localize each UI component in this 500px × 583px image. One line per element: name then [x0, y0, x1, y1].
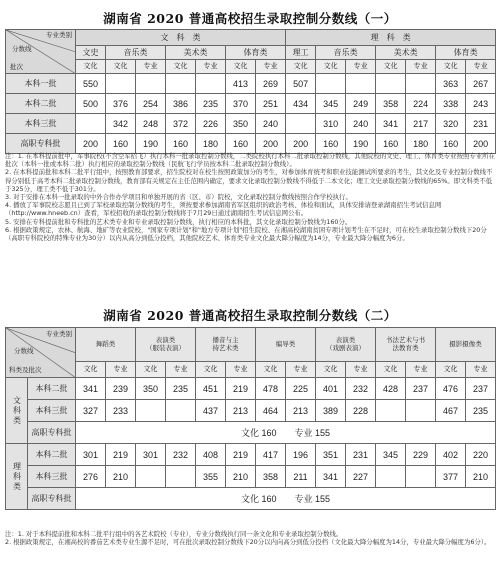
category-header: 体育类 [436, 46, 496, 60]
score-cell: 160 [166, 134, 196, 154]
score-cell: 200 [256, 134, 286, 154]
score-cell: 370 [226, 94, 256, 114]
score-table-2 [5, 327, 496, 510]
score-cell: 451 [196, 378, 226, 400]
table1-title: 湖南省 2020 普通高校招生录取控制分数线（一） [103, 11, 397, 26]
score-cell [136, 466, 166, 488]
category-header: 文史 [76, 46, 106, 60]
score-cell [376, 74, 406, 94]
score-cell: 327 [76, 400, 106, 422]
score-cell: 240 [346, 114, 376, 134]
table-row [6, 114, 496, 134]
category-header: 美术类 [376, 46, 436, 60]
subheader-cell: 专业 [196, 60, 226, 74]
score-cell: 249 [346, 94, 376, 114]
score-cell: 229 [406, 444, 436, 466]
score-cell [346, 74, 376, 94]
score-cell [406, 466, 436, 488]
subheader-cell: 文化 [166, 60, 196, 74]
score-cell: 160 [226, 134, 256, 154]
score-cell [316, 74, 346, 94]
score-cell: 231 [466, 114, 496, 134]
subheader-cell: 文化 [226, 60, 256, 74]
score-cell: 341 [76, 378, 106, 400]
score-cell: 160 [316, 134, 346, 154]
score-cell [406, 400, 436, 422]
score-cell: 225 [286, 378, 316, 400]
group-label-like: 理科类 [6, 444, 28, 510]
score-cell: 363 [436, 74, 466, 94]
subheader-cell: 文化 [436, 362, 466, 378]
corner-category-label: 专业类别 [46, 331, 72, 338]
score-cell [166, 74, 196, 94]
note-item: 2. 根据政策规定，在湘高校的番茄艺术类专业生源不足时，可在批次录取控制分数线下20分以内向高分到低分投档（文化最大降分幅度为14分，专业最大降分幅度为6分）。 [5, 538, 491, 547]
note-item: 注：1. 对于本科提前批和本科二批平行组中的各艺术院校（专业），专业分数线执行同一条文化和专业录取控制分数线。 [5, 530, 343, 538]
group-header-wenke: 文 科 类 [76, 30, 286, 46]
subheader-cell: 文化 [316, 60, 346, 74]
score-cell: 243 [466, 94, 496, 114]
score-cell: 240 [256, 114, 286, 134]
score-cell [166, 400, 196, 422]
table-row [6, 74, 496, 94]
score-cell: 386 [166, 94, 196, 114]
table-row [6, 444, 496, 466]
score-cell: 476 [436, 378, 466, 400]
score-cell [136, 74, 166, 94]
category-header: 摄影摄像类 [436, 328, 496, 362]
score-cell: 226 [196, 114, 226, 134]
score-cell: 434 [286, 94, 316, 114]
row-label: 本科二批 [28, 378, 76, 400]
score-cell: 267 [466, 74, 496, 94]
subheader-cell: 文化 [316, 362, 346, 378]
score-cell: 389 [316, 400, 346, 422]
score-cell: 235 [196, 94, 226, 114]
subheader-cell: 文化 [436, 60, 466, 74]
table-row [6, 94, 496, 114]
subheader-cell: 专业 [136, 60, 166, 74]
score-cell [376, 400, 406, 422]
row-label: 高职专科批 [6, 134, 76, 154]
table2-corner-header [6, 328, 76, 378]
note-item: 5. 安排在专科提前批和专科批的艺术类专业和专业录取控制分数线，执行相应的本科批，其文化录取控制分数线为160分。 [5, 217, 352, 226]
score-cell: 417 [256, 444, 286, 466]
score-cell: 160 [376, 134, 406, 154]
score-cell: 355 [196, 466, 226, 488]
score-cell: 160 [436, 134, 466, 154]
zhuanke-score-cell: 文化 160 专业 155 [76, 488, 496, 510]
row-label: 本科三批 [6, 114, 76, 134]
score-cell: 200 [466, 134, 496, 154]
table2-title: 湖南省 2020 普通高校招生录取控制分数线（二） [103, 308, 397, 323]
score-cell [406, 74, 436, 94]
score-cell [166, 466, 196, 488]
subheader-cell: 专业 [106, 362, 136, 378]
score-table-1 [5, 29, 496, 154]
score-cell: 220 [466, 444, 496, 466]
note-item: 3. 对于安排在本科一批录取的中外合作办学项目和单独开展的省（区、市）院校，文化录取控制分数线按照合作学校执行。 [5, 193, 352, 202]
score-cell: 377 [436, 466, 466, 488]
score-cell: 301 [136, 444, 166, 466]
score-cell [196, 74, 226, 94]
category-header: 表演类 （服装表演） [136, 328, 196, 362]
score-cell: 338 [436, 94, 466, 114]
score-cell: 190 [346, 134, 376, 154]
subheader-cell: 文化 [376, 362, 406, 378]
score-cell: 341 [316, 466, 346, 488]
score-cell: 310 [316, 114, 346, 134]
table-row [6, 466, 496, 488]
subheader-row [6, 60, 496, 74]
row-label: 本科一批 [6, 74, 76, 94]
score-cell: 550 [76, 74, 106, 94]
subheader-cell: 专业 [346, 362, 376, 378]
score-cell: 237 [406, 378, 436, 400]
subheader-cell: 文化 [136, 362, 166, 378]
subheader-cell: 文化 [376, 60, 406, 74]
note-item: 4. 播放了军事院校志愿且已到了军校录取控制分数线的考生，须按要求参加湖南省军区组织的政治考核、体检和面试，具体安排请登录湖南招生考试信息网（http://www.hneeb.cn）查看，军校招收的录取控制分数线将于7月29日通过湖南招生考试信息网公布。 [5, 201, 442, 218]
score-cell: 301 [76, 444, 106, 466]
score-cell: 437 [196, 400, 226, 422]
score-cell: 239 [106, 378, 136, 400]
table2-notes [5, 530, 495, 546]
subheader-cell: 专业 [406, 362, 436, 378]
subheader-cell: 专业 [466, 362, 496, 378]
row-label: 本科二批 [6, 94, 76, 114]
score-cell: 372 [166, 114, 196, 134]
zhuanke-score-cell: 文化 160 专业 155 [76, 422, 496, 444]
score-cell: 351 [316, 444, 346, 466]
subheader-cell: 专业 [346, 60, 376, 74]
score-cell: 408 [196, 444, 226, 466]
subheader-cell: 专业 [466, 60, 496, 74]
score-cell: 232 [346, 378, 376, 400]
score-cell: 358 [256, 466, 286, 488]
row-label: 本科二批 [28, 444, 76, 466]
score-cell: 467 [436, 400, 466, 422]
category-header: 美术类 [166, 46, 226, 60]
score-cell: 345 [376, 444, 406, 466]
score-cell: 350 [136, 378, 166, 400]
score-cell: 507 [286, 74, 316, 94]
score-cell: 402 [436, 444, 466, 466]
score-cell: 213 [286, 400, 316, 422]
score-cell: 233 [106, 400, 136, 422]
note-item: 注：1. 在本科提前批中，军事院校(不含空军招飞）执行本科一批录取控制分数线，二类院校执行本科二批录取控制分数线，其他院校的文史、理工、体育类专业按照专业所在批次（本科一批或本科二批）执行相应的录取控制分数线（民航飞行学员按本科二批录取控制分数线）。 [5, 152, 495, 169]
score-cell: 254 [136, 94, 166, 114]
score-cell: 211 [286, 466, 316, 488]
group-label-wenke: 文科类 [6, 378, 28, 444]
category-header: 舞蹈类 [76, 328, 136, 362]
score-cell: 219 [226, 378, 256, 400]
subheader-cell: 专业 [166, 362, 196, 378]
score-cell: 478 [256, 378, 286, 400]
corner-batch-label: 批次 [10, 64, 23, 71]
score-cell: 180 [406, 134, 436, 154]
score-cell: 228 [346, 400, 376, 422]
score-cell: 224 [406, 94, 436, 114]
score-cell: 196 [286, 444, 316, 466]
score-cell: 210 [226, 466, 256, 488]
score-cell: 401 [316, 378, 346, 400]
score-cell: 227 [346, 466, 376, 488]
group-header-like: 理 科 类 [286, 30, 496, 46]
score-cell: 376 [106, 94, 136, 114]
score-cell: 428 [376, 378, 406, 400]
row-label: 本科三批 [28, 400, 76, 422]
score-cell: 200 [76, 134, 106, 154]
note-item: 2. 在本科提前批和本科二批平行组中，按照教育部要求，招生院校对在校生按照政策加分的考生，对参加体育统考和职业技能测试所要求的考生，其文化及专业控制分数线不得分别低于高考本科二批录取控制分数线，教育部有关规定在主任范围内确定，要求文化录取控制分数线不得低于二本文化；理工文史录取控制分数线的65%。即文科类不低于325分，理工类不低于301分。 [5, 168, 493, 193]
score-cell [286, 114, 316, 134]
corner-score-label: 分数线 [12, 46, 32, 53]
table-row [6, 134, 496, 154]
score-cell: 213 [226, 400, 256, 422]
category-header: 表演类 （戏剧表演） [316, 328, 376, 362]
table-row [6, 488, 496, 510]
score-cell [76, 114, 106, 134]
category-header: 音乐类 [106, 46, 166, 60]
score-cell: 341 [376, 114, 406, 134]
score-cell: 217 [406, 114, 436, 134]
score-cell: 500 [76, 94, 106, 114]
score-cell: 219 [106, 444, 136, 466]
table-row [6, 400, 496, 422]
score-cell: 200 [286, 134, 316, 154]
score-cell: 190 [136, 134, 166, 154]
subheader-cell: 文化 [286, 60, 316, 74]
score-cell: 413 [226, 74, 256, 94]
corner-category-label: 专业类别 [46, 32, 72, 39]
score-cell: 235 [166, 378, 196, 400]
score-cell: 232 [166, 444, 196, 466]
category-header: 体育类 [226, 46, 286, 60]
subheader-cell: 文化 [76, 60, 106, 74]
subheader-cell: 专业 [406, 60, 436, 74]
score-cell: 160 [106, 134, 136, 154]
score-cell: 251 [256, 94, 286, 114]
subheader-cell: 专业 [286, 362, 316, 378]
score-cell [136, 400, 166, 422]
score-cell: 269 [256, 74, 286, 94]
score-cell [106, 74, 136, 94]
score-cell: 464 [256, 400, 286, 422]
row-label: 高职专科批 [28, 422, 76, 444]
score-cell: 320 [436, 114, 466, 134]
table-row [6, 422, 496, 444]
score-cell: 219 [226, 444, 256, 466]
subheader-row [6, 362, 496, 378]
score-cell: 345 [316, 94, 346, 114]
category-header: 音乐类 [316, 46, 376, 60]
score-cell: 231 [346, 444, 376, 466]
category-header: 理工 [286, 46, 316, 60]
score-cell [376, 466, 406, 488]
score-cell: 350 [226, 114, 256, 134]
score-cell: 180 [196, 134, 226, 154]
subheader-cell: 文化 [76, 362, 106, 378]
note-item: 6. 根据政策规定，农林、航海、地矿等农业院校，"国家专项计划"和"地方专项计划"招生院校、在湘高校湖南贫困专项计划考生在不足时，可在校生录取控制分数线下20分（高职专科院校的特殊专业为30分）以内从高分到低分投档，其他院校艺术、体育类专业文化最大降分幅度为14分，专业最大降分幅度为6分。 [5, 225, 487, 243]
row-label: 高职专科批 [28, 488, 76, 510]
row-label: 本科三批 [28, 466, 76, 488]
table-row [6, 378, 496, 400]
subheader-cell: 文化 [256, 362, 286, 378]
table1-corner-header [6, 30, 76, 74]
score-cell: 235 [466, 400, 496, 422]
subheader-cell: 文化 [196, 362, 226, 378]
category-header: 播音与主 持艺术类 [196, 328, 256, 362]
subheader-cell: 专业 [256, 60, 286, 74]
subheader-cell: 文化 [106, 60, 136, 74]
subheader-cell: 专业 [226, 362, 256, 378]
category-header: 编导类 [256, 328, 316, 362]
score-cell: 210 [106, 466, 136, 488]
score-cell: 248 [136, 114, 166, 134]
score-cell: 210 [466, 466, 496, 488]
score-cell: 358 [376, 94, 406, 114]
category-header: 书法艺术与书 法教育类 [376, 328, 436, 362]
corner-score-label: 分数线 [14, 348, 34, 355]
table1-notes [5, 152, 495, 242]
corner-subject-label: 科类及批次 [9, 367, 42, 374]
score-cell: 342 [106, 114, 136, 134]
score-cell: 237 [466, 378, 496, 400]
score-cell: 276 [76, 466, 106, 488]
